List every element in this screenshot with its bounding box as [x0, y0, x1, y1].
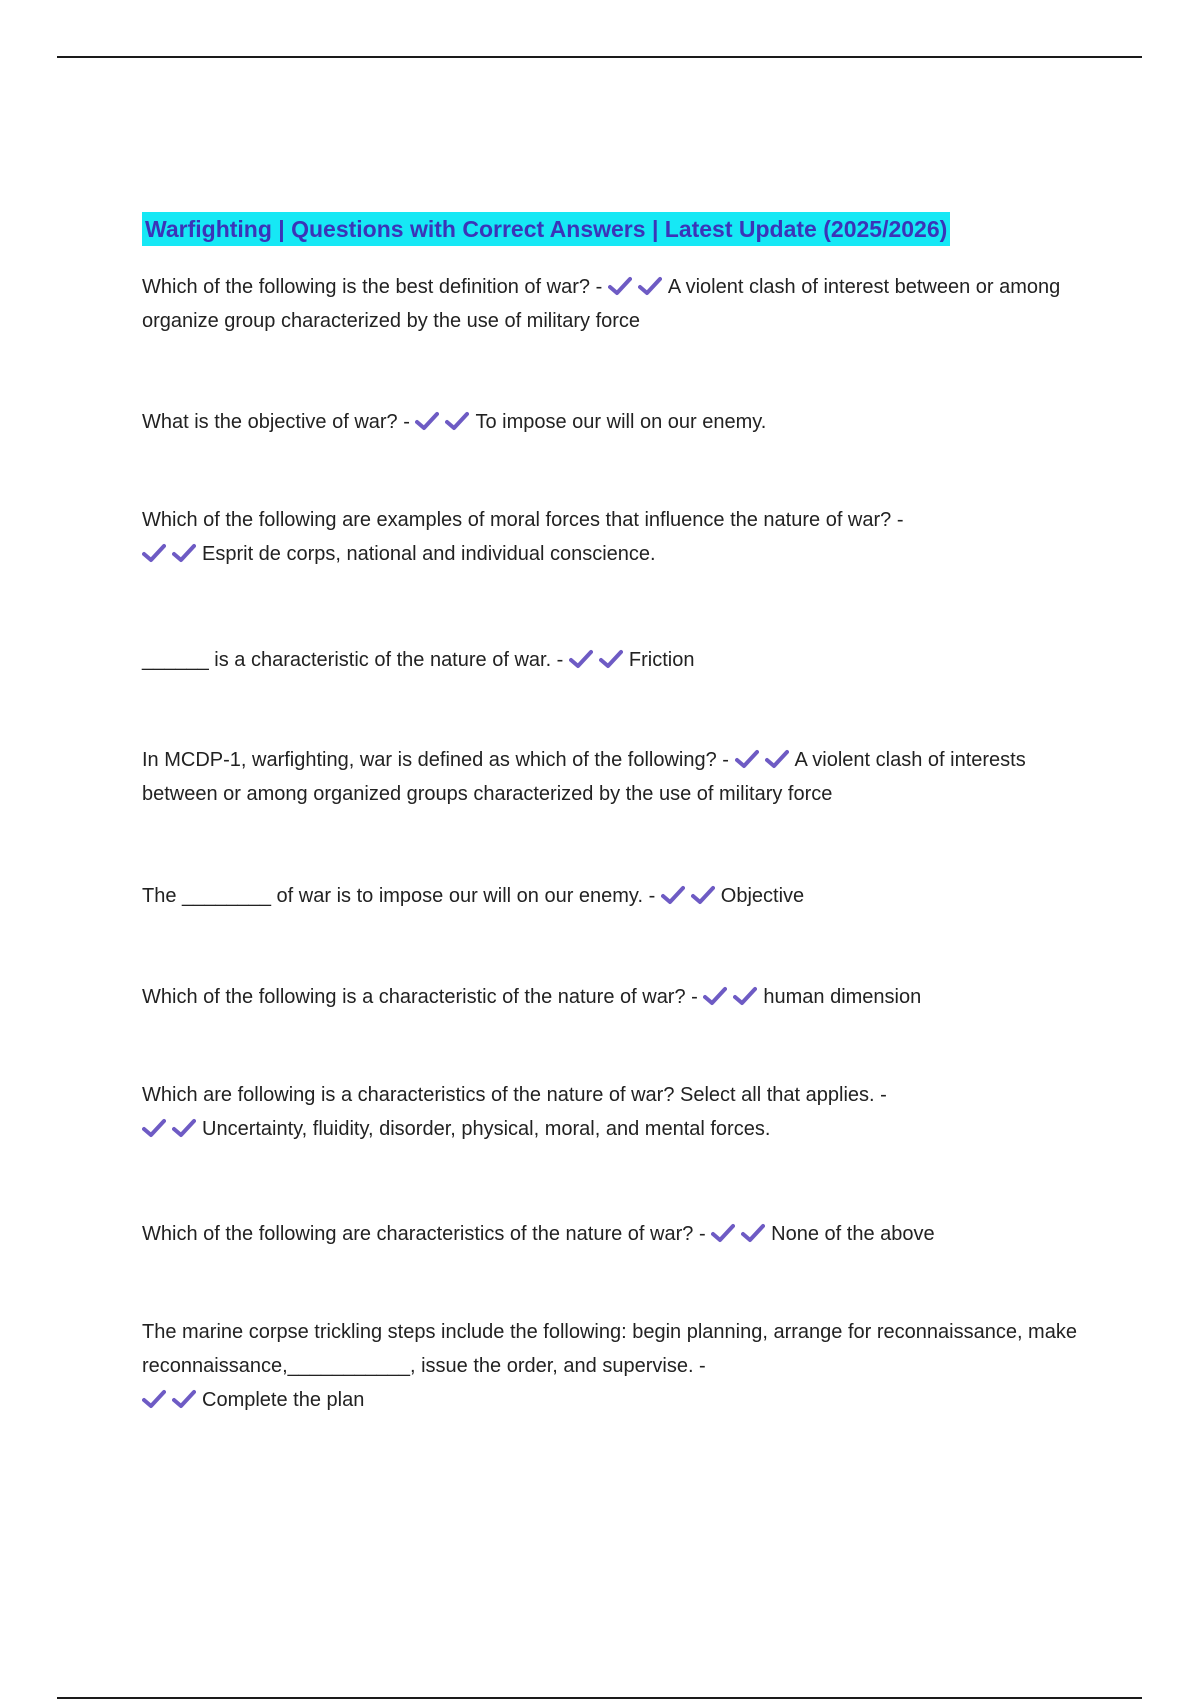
answer-text: Objective — [720, 885, 805, 907]
check-icon — [703, 986, 727, 1006]
separator: - — [685, 986, 704, 1008]
check-icon — [569, 649, 593, 669]
answer-text: A violent clash of interest between or among organize group characterized by the use of military force — [142, 276, 1061, 332]
separator: - — [716, 749, 735, 771]
check-icon — [415, 411, 439, 431]
qa-item — [142, 503, 1082, 571]
question-text: The ________ of war is to impose our will on our enemy. — [142, 885, 644, 907]
title-block — [142, 212, 1082, 246]
answer-text: Friction — [628, 649, 695, 671]
answer-text: None of the above — [771, 1223, 935, 1245]
separator: - — [891, 509, 904, 531]
check-icon — [142, 1118, 166, 1138]
separator: - — [590, 276, 608, 298]
question-text: Which are following is a characteristics of the nature of war? Select all that applies. — [142, 1084, 875, 1106]
check-icon — [735, 749, 759, 769]
check-icon — [445, 411, 469, 431]
qa-item — [142, 1315, 1082, 1417]
check-icon — [608, 276, 632, 296]
separator: - — [874, 1084, 887, 1106]
separator: - — [643, 885, 661, 907]
qa-item — [142, 980, 1082, 1014]
answer-text: A violent clash of interests between or among organized groups characterized by the use of military force — [142, 749, 1026, 805]
separator: - — [693, 1223, 712, 1245]
question-text: What is the objective of war? — [142, 411, 398, 433]
question-text: Which of the following are characteristics of the nature of war? — [142, 1223, 694, 1245]
check-icon — [741, 1223, 765, 1243]
check-icon — [691, 885, 715, 905]
separator: - — [693, 1355, 706, 1377]
question-text: The marine corpse trickling steps include the following: begin planning, arrange for reconnaissance, make reconnaissance,___________, issue the order, and supervise. — [142, 1321, 1077, 1377]
answer-text: Complete the plan — [202, 1389, 365, 1411]
qa-item — [142, 643, 1082, 677]
question-text: Which of the following is a characteristic of the nature of war? — [142, 986, 686, 1008]
check-icon — [638, 276, 662, 296]
check-icon — [142, 1389, 166, 1409]
bottom-rule — [57, 1697, 1142, 1699]
check-icon — [599, 649, 623, 669]
check-icon — [172, 1118, 196, 1138]
question-text: In MCDP-1, warfighting, war is defined as which of the following? — [142, 749, 717, 771]
qa-item — [142, 1078, 1082, 1146]
answer-text: Esprit de corps, national and individual conscience. — [202, 543, 656, 565]
question-text: Which of the following is the best definition of war? — [142, 276, 591, 298]
question-text: Which of the following are examples of moral forces that influence the nature of war? — [142, 509, 892, 531]
top-rule — [57, 56, 1142, 58]
qa-item — [142, 743, 1082, 811]
answer-text: human dimension — [763, 986, 922, 1008]
separator: - — [551, 649, 569, 671]
qa-item — [142, 1217, 1082, 1251]
separator: - — [397, 411, 416, 433]
check-icon — [765, 749, 789, 769]
check-icon — [661, 885, 685, 905]
check-icon — [733, 986, 757, 1006]
document-title: Warfighting | Questions with Correct Answers | Latest Update (2025/2026) — [142, 212, 950, 246]
qa-item — [142, 879, 1082, 913]
qa-item — [142, 405, 1082, 439]
check-icon — [172, 543, 196, 563]
answer-text: To impose our will on our enemy. — [475, 411, 767, 433]
check-icon — [172, 1389, 196, 1409]
qa-item — [142, 270, 1082, 338]
answer-text: Uncertainty, fluidity, disorder, physical, moral, and mental forces. — [202, 1118, 771, 1140]
question-text: ______ is a characteristic of the nature of war. — [142, 649, 552, 671]
check-icon — [711, 1223, 735, 1243]
check-icon — [142, 543, 166, 563]
